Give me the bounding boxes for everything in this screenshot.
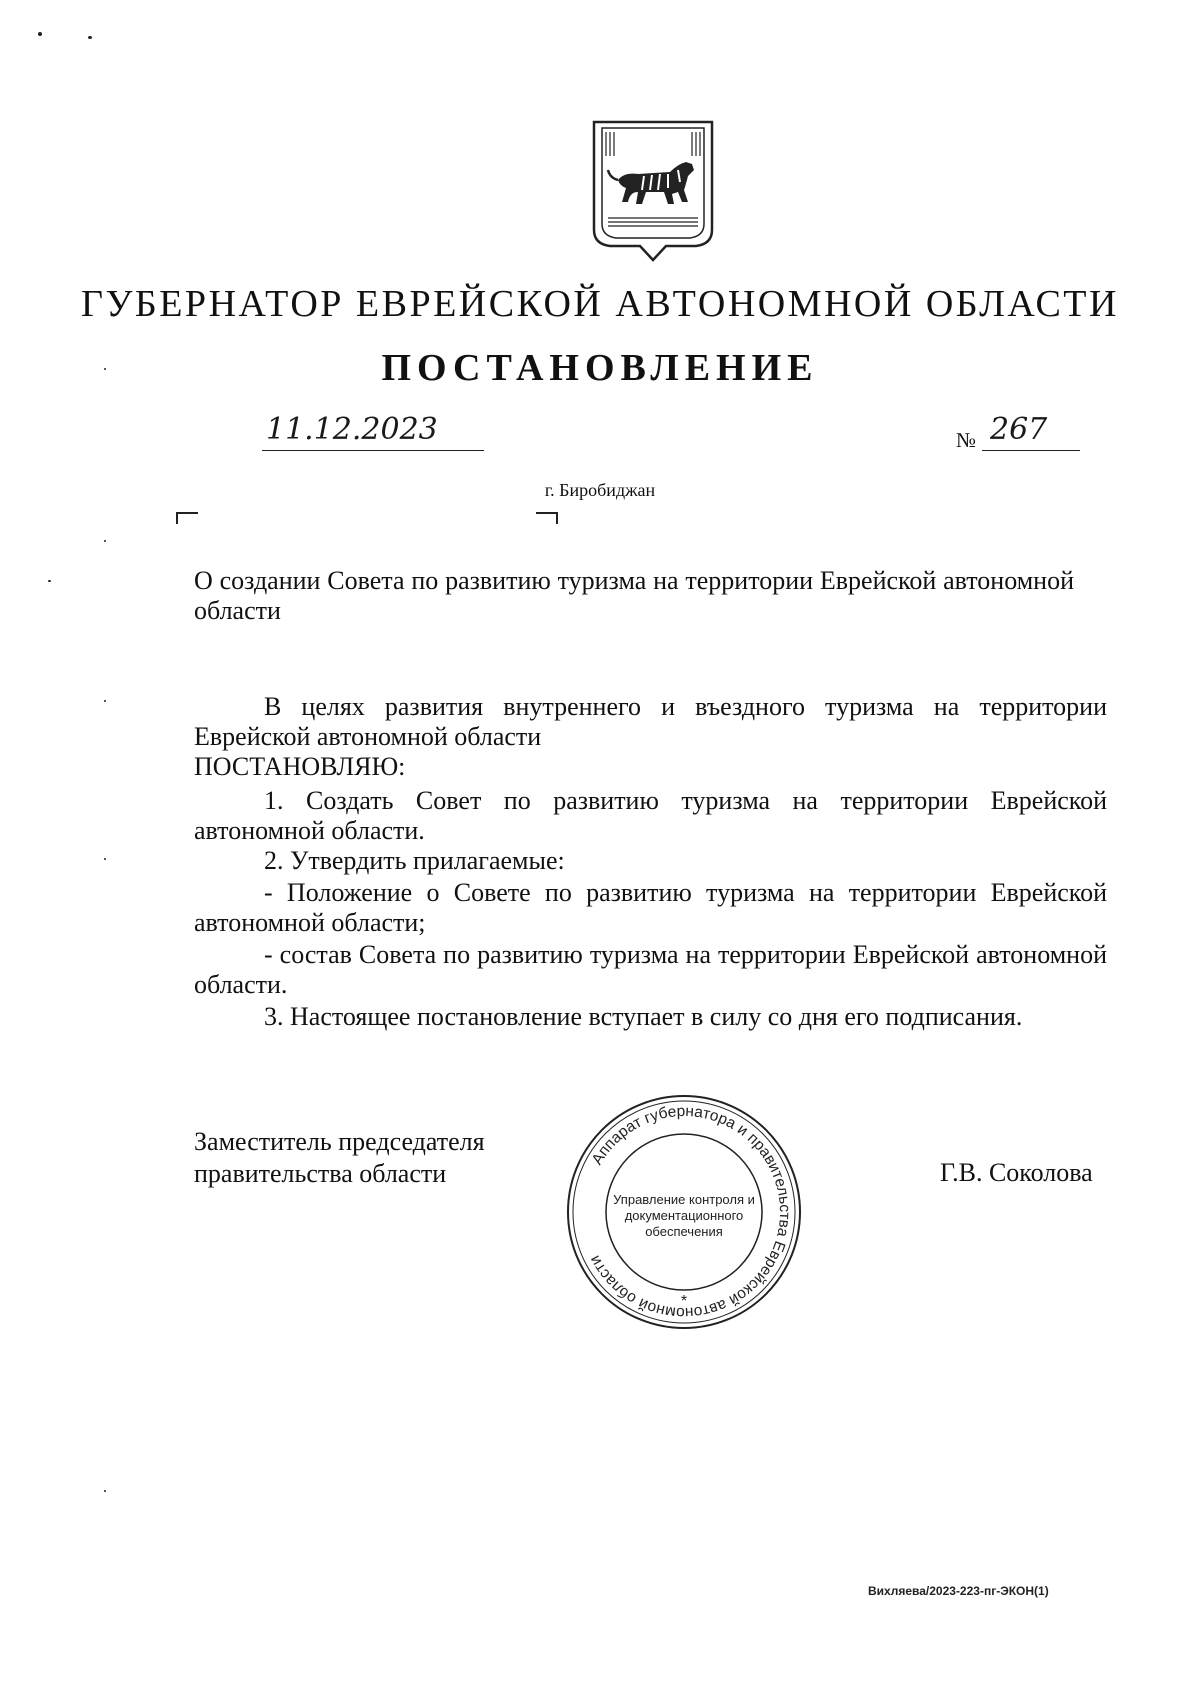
decree-word: ПОСТАНОВЛЯЮ: bbox=[194, 752, 406, 781]
city: г. Биробиджан bbox=[544, 480, 656, 500]
stamp-outer-text: Аппарат губернатора и правительства Еврейской автономной области bbox=[586, 1102, 794, 1322]
document-number: 267 bbox=[982, 410, 1080, 451]
stamp-inner-line-3: обеспечения bbox=[645, 1224, 723, 1239]
scan-speck bbox=[88, 36, 92, 39]
scan-speck bbox=[104, 700, 106, 702]
scan-speck bbox=[104, 540, 106, 542]
document-date: 11.12.2023 bbox=[262, 410, 484, 451]
scan-speck bbox=[104, 1490, 106, 1492]
scan-speck bbox=[48, 580, 51, 582]
official-stamp bbox=[564, 1092, 804, 1332]
position-line-1: Заместитель председателя bbox=[194, 1127, 485, 1156]
preamble: В целях развития внутреннего и въездного туризма на территории Еврейской автономной области bbox=[194, 692, 1107, 751]
item-2a: - Положение о Совете по развитию туризма на территории Еврейской автономной области; bbox=[194, 878, 1107, 937]
signatory-name: Г.В. Соколова bbox=[940, 1158, 1093, 1187]
item-3: 3. Настоящее постановление вступает в силу со дня его подписания. bbox=[264, 1002, 1023, 1031]
stamp-inner-line-1: Управление контроля и bbox=[613, 1192, 755, 1207]
item-2b: - состав Совета по развитию туризма на территории Еврейской автономной области. bbox=[194, 940, 1107, 999]
stamp-star-icon: * bbox=[680, 1293, 688, 1310]
signatory-position bbox=[194, 1126, 485, 1190]
item-2: 2. Утвердить прилагаемые: bbox=[264, 846, 565, 875]
title-bracket-right bbox=[536, 512, 558, 524]
document-reference: Вихляева/2023-223-пг-ЭКОН(1) bbox=[868, 1584, 1049, 1598]
title-bracket-left bbox=[176, 512, 198, 524]
document-title: О создании Совета по развитию туризма на территории Еврейской автономной области bbox=[194, 566, 1074, 625]
document-type: ПОСТАНОВЛЕНИЕ bbox=[381, 347, 819, 389]
item-1: 1. Создать Совет по развитию туризма на территории Еврейской автономной области. bbox=[194, 786, 1107, 845]
issuing-authority: ГУБЕРНАТОР ЕВРЕЙСКОЙ АВТОНОМНОЙ ОБЛАСТИ bbox=[81, 283, 1119, 325]
scan-speck bbox=[38, 32, 42, 36]
number-sign: № bbox=[956, 428, 977, 452]
coat-of-arms-tiger-icon bbox=[590, 118, 716, 264]
stamp-inner-line-2: документационного bbox=[624, 1208, 744, 1223]
position-line-2: правительства области bbox=[194, 1159, 447, 1188]
scan-speck bbox=[104, 858, 106, 860]
